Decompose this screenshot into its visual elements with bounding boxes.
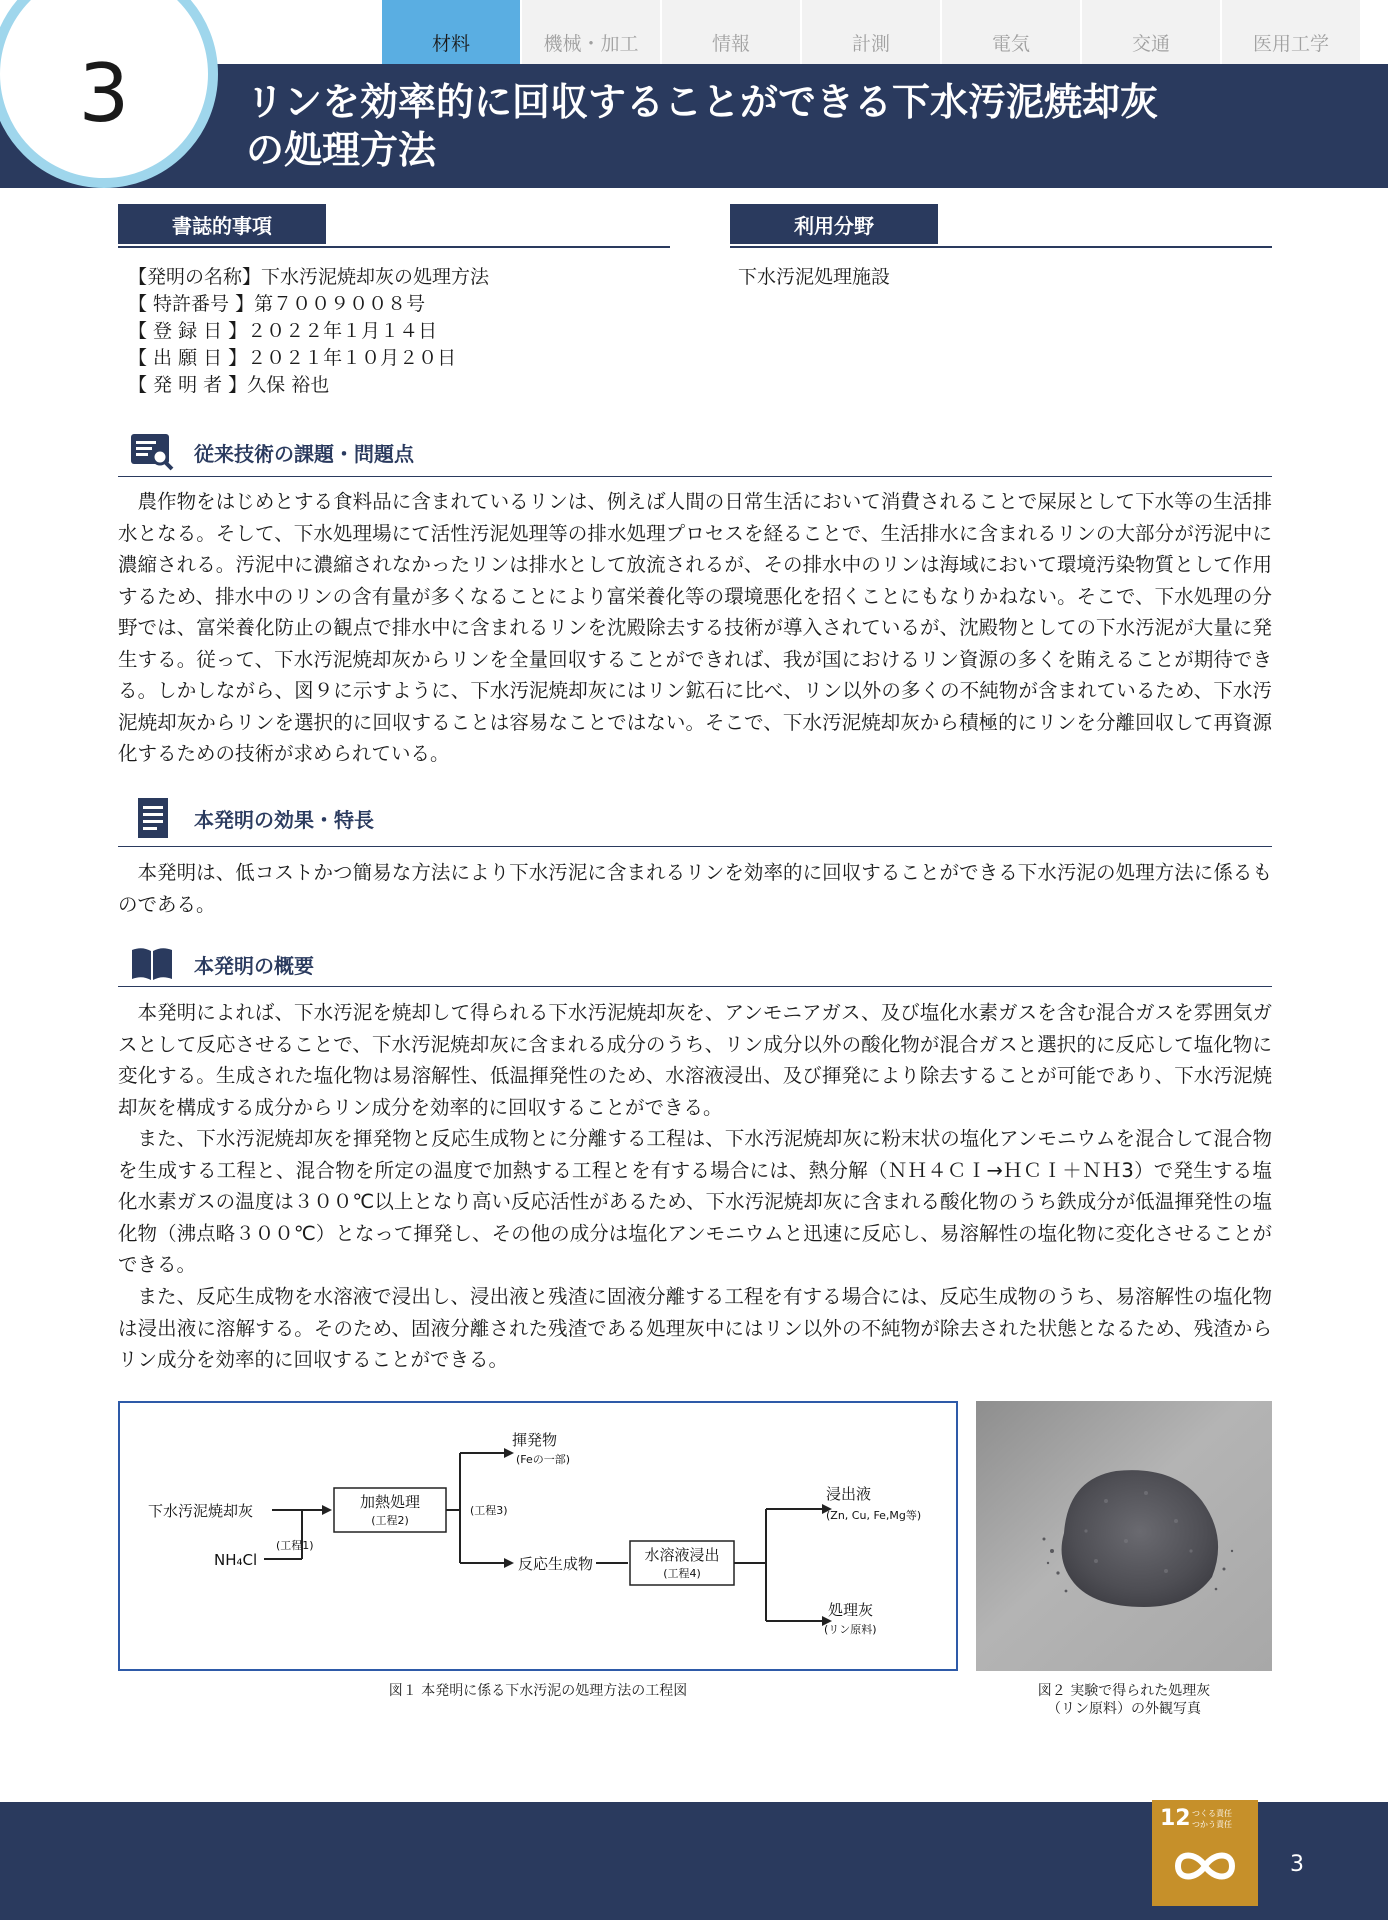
- tab-medical-engineering[interactable]: 医用工学: [1222, 0, 1362, 64]
- overview-rule: [118, 986, 1272, 987]
- diagram-ash-note: (リン原料): [824, 1623, 877, 1636]
- biblio-row-registration-date: 【 登 録 日 】２０２２年１月１４日: [128, 320, 438, 342]
- overview-section-header: [126, 942, 1272, 988]
- usage-text: 下水汚泥処理施設: [738, 266, 891, 288]
- diagram-input-label: 下水汚泥焼却灰: [148, 1502, 254, 1520]
- figure2-caption-line-1: 図２ 実験で得られた処理灰: [1037, 1683, 1211, 1699]
- problem-rule: [118, 476, 1272, 477]
- diagram-volatile-label: 揮発物: [512, 1431, 558, 1449]
- diagram-leach-label: 水溶液浸出: [644, 1546, 720, 1564]
- tab-machinery[interactable]: 機械・加工: [522, 0, 662, 64]
- page-number: 3: [1290, 1852, 1304, 1877]
- diagram-leachate-label: 浸出液: [826, 1485, 872, 1503]
- diagram-step1-label: (工程1): [276, 1539, 314, 1552]
- overview-paragraph-3: また、反応生成物を水溶液で浸出し、浸出液と残渣に固液分離する工程を有する場合には、反応生成物のうち、易溶解性の塩化物は浸出液に溶解する。そのため、固液分離された残渣である処理灰中にはリン以外の不純物が除去された状態となるため、残渣からリン成分を効率的に回収することができる。: [118, 1285, 1272, 1371]
- problem-section-header: [126, 430, 1272, 476]
- tab-materials[interactable]: 材料: [382, 0, 522, 64]
- treated-ash-photo-svg: [976, 1401, 1272, 1671]
- diagram-reagent-label: NH₄Cl: [214, 1551, 258, 1569]
- usage-rule: [730, 246, 1272, 248]
- biblio-details: [128, 264, 668, 399]
- diagram-heat-label: 加熱処理: [359, 1493, 421, 1511]
- document-icon: [130, 798, 174, 838]
- sdg-number: 12: [1160, 1806, 1191, 1831]
- process-flow-svg: [120, 1403, 956, 1669]
- tab-measurement[interactable]: 計測: [802, 0, 942, 64]
- sdg-text: つくる責任 つかう責任: [1192, 1809, 1232, 1829]
- biblio-row-patent-number: 【 特許番号 】第７００９００８号: [128, 293, 426, 315]
- biblio-heading: 書誌的事項: [118, 204, 326, 244]
- effect-text: 本発明は、低コストかつ簡易な方法により下水汚泥に含まれるリンを効率的に回収することができる下水汚泥の処理方法に係るものである。: [118, 861, 1272, 916]
- figure2-caption: [976, 1682, 1272, 1718]
- effect-heading: 本発明の効果・特長: [194, 808, 374, 832]
- effect-section-header: [126, 796, 1272, 842]
- title-line-2: の処理方法: [246, 128, 437, 172]
- open-book-icon: [130, 944, 174, 984]
- problem-text: 農作物をはじめとする食料品に含まれているリンは、例えば人間の日常生活において消費されることで屎尿として下水等の生活排水となる。そして、下水処理場にて活性汚泥処理等の排水処理プロセスを経ることで、生活排水に含まれるリンの大部分が汚泥中に濃縮される。汚泥中に濃縮されなかったリンは排水として放流されるが、その排水中のリンは海域において環境汚染物質として作用するため、排水中のリンの含有量が多くなることにより富栄養化等の環境悪化を招くことにもなりかねない。そこで、下水処理の分野では、富栄養化防止の観点で排水中に含まれるリンを沈殿除去する技術が導入されているが、沈殿物としての下水汚泥が大量に発生する。従って、下水汚泥焼却灰からリンを全量回収することができれば、我が国におけるリン資源の多くを賄えることが期待できる。しかしながら、図９に示すように、下水汚泥焼却灰にはリン鉱石に比べ、リン以外の多くの不純物が含まれているため、下水汚泥焼却灰からリンを選択的に回収することは容易なことではない。そこで、下水汚泥焼却灰から積極的にリンを分離回収して再資源化するための技術が求められている。: [118, 490, 1272, 765]
- figure1-caption: 図１ 本発明に係る下水汚泥の処理方法の工程図: [388, 1683, 688, 1699]
- diagram-leach-step: (工程4): [663, 1567, 701, 1580]
- diagram-product-label: 反応生成物: [518, 1555, 594, 1573]
- sdg-12-badge: [1152, 1800, 1258, 1906]
- diagram-ash-label: 処理灰: [828, 1601, 874, 1619]
- title-line-1: リンを効率的に回収することができる下水汚泥焼却灰: [246, 80, 1159, 124]
- diagram-volatile-note: (Feの一部): [516, 1453, 571, 1466]
- overview-heading: 本発明の概要: [194, 954, 314, 978]
- category-tabs: [382, 0, 1388, 64]
- diagram-leachate-note: (Zn, Cu, Fe,Mg等): [826, 1509, 922, 1522]
- tab-transportation[interactable]: 交通: [1082, 0, 1222, 64]
- tab-electrical[interactable]: 電気: [942, 0, 1082, 64]
- diagram-heat-step: (工程2): [371, 1514, 409, 1527]
- page-title: [246, 78, 1246, 174]
- biblio-row-inventor: 【 発 明 者 】久保 裕也: [128, 374, 330, 396]
- overview-paragraph-1: 本発明によれば、下水汚泥を焼却して得られる下水汚泥焼却灰を、アンモニアガス、及び塩化水素ガスを含む混合ガスを雰囲気ガスとして反応させることで、下水汚泥焼却灰に含まれる成分のうち、リン成分以外の酸化物が混合ガスと選択的に反応して塩化物に変化する。生成された塩化物は易溶解性、低温揮発性のため、水溶液浸出、及び揮発により除去することが可能であり、下水汚泥焼却灰を構成する成分からリン成分を効率的に回収することができる。: [118, 1001, 1272, 1119]
- biblio-row-title: 【発明の名称】下水汚泥焼却灰の処理方法: [128, 266, 490, 288]
- overview-paragraph-2: また、下水汚泥焼却灰を揮発物と反応生成物とに分離する工程は、下水汚泥焼却灰に粉末状の塩化アンモニウムを混合して混合物を生成する工程と、混合物を所定の温度で加熱する工程とを有する場合には、熱分解（ＮＨ４ＣＩ→ＨＣＩ＋ＮＨ3）で発生する塩化水素ガスの温度は３００℃以上となり高い反応活性があるため、下水汚泥焼却灰に含まれる酸化物のうち鉄成分が低温揮発性の塩化物（沸点略３００℃）となって揮発し、その他の成分は塩化アンモニウムと迅速に反応し、易溶解性の塩化物に変化させることができる。: [118, 1127, 1272, 1276]
- usage-heading: 利用分野: [730, 204, 938, 244]
- treated-ash-photo: [976, 1401, 1272, 1671]
- search-document-icon: [130, 432, 174, 472]
- tab-information[interactable]: 情報: [662, 0, 802, 64]
- problem-heading: 従来技術の課題・問題点: [194, 442, 414, 466]
- diagram-step3-label: (工程3): [470, 1504, 508, 1517]
- process-flow-diagram: [118, 1401, 958, 1671]
- biblio-rule: [118, 246, 670, 248]
- section-number: 3: [78, 47, 130, 140]
- infinity-icon: [1170, 1846, 1240, 1886]
- effect-rule: [118, 846, 1272, 847]
- biblio-row-application-date: 【 出 願 日 】２０２１年１０月２０日: [128, 347, 457, 369]
- figure2-caption-line-2: （リン原料）の外観写真: [1047, 1701, 1201, 1717]
